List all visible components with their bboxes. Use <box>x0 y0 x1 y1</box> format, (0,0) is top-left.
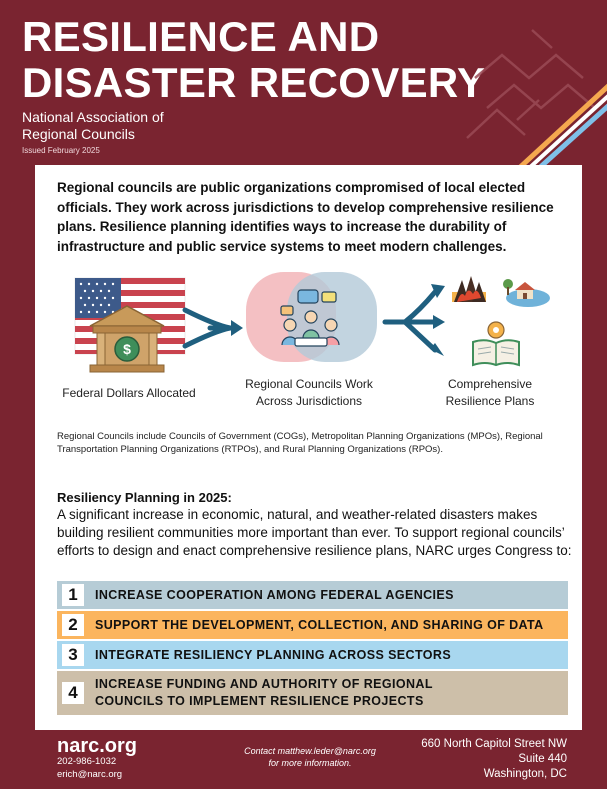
phone-number: 202-986-1032 <box>57 756 117 767</box>
decorative-lines-graphic <box>457 0 607 165</box>
action-item-4 <box>57 671 568 715</box>
page-title <box>22 14 485 106</box>
website-link[interactable]: narc.org <box>57 735 138 757</box>
step-resilience-plans-label <box>415 376 565 410</box>
action-text: INTEGRATE RESILIENCY PLANNING ACROSS SECTORS <box>95 647 452 662</box>
action-item-1 <box>57 581 568 609</box>
content-panel <box>35 165 582 730</box>
title-line-1: RESILIENCE AND <box>22 13 380 60</box>
plan-book-icon <box>473 322 519 365</box>
action-text: INCREASE COOPERATION AMONG FEDERAL AGENCIES <box>95 587 454 602</box>
contact-note <box>200 745 420 769</box>
action-text: INCREASE FUNDING AND AUTHORITY OF REGIONAL COUNCILS TO IMPLEMENT RESILIENCE PROJECTS <box>95 677 433 708</box>
action-number: 1 <box>62 584 84 606</box>
dollar-sign: $ <box>123 341 131 357</box>
merge-arrow-icon <box>185 310 233 346</box>
action-number: 3 <box>62 644 84 666</box>
step3-line1: Comprehensive <box>447 377 533 391</box>
planning-paragraph: A significant increase in economic, natural, and weather-related disasters makes building resilient communities more important than ever. To support regional councils’ efforts to design and enact comprehensive resilience plans, NARC urges Congress to: <box>57 507 572 558</box>
title-line-2: DISASTER RECOVERY <box>22 59 486 106</box>
action-number: 4 <box>62 682 84 704</box>
step1-text: Federal Dollars Allocated <box>62 386 196 400</box>
organization-name <box>22 109 164 143</box>
header <box>0 0 607 165</box>
flood-house-icon <box>503 279 550 307</box>
mailing-address <box>421 737 567 782</box>
step2-line1: Regional Councils Work <box>245 377 373 391</box>
step3-line2: Resilience Plans <box>445 394 535 408</box>
address-line-3: Washington, DC <box>483 768 567 780</box>
action-item-3 <box>57 641 568 669</box>
split-arrow-icon <box>385 292 435 350</box>
org-line-2: Regional Councils <box>22 126 135 142</box>
address-line-1: 660 North Capitol Street NW <box>421 738 567 750</box>
step-regional-councils-label <box>229 376 389 410</box>
action-number: 2 <box>62 614 84 636</box>
process-figure <box>35 270 582 420</box>
email-link[interactable]: erich@narc.org <box>57 769 123 780</box>
address-line-2: Suite 440 <box>518 753 567 765</box>
planning-heading: Resiliency Planning in 2025: <box>57 490 232 505</box>
regional-councils-note: Regional Councils include Councils of Government (COGs), Metropolitan Planning Organizations (MPOs), Regional Transportation Planning Organizations (RTPOs), and Rural Planning Organizations (RPOs). <box>57 431 543 455</box>
contact-line-1[interactable]: Contact matthew.leder@narc.org <box>244 746 376 756</box>
org-line-1: National Association of <box>22 109 164 125</box>
action-text: SUPPORT THE DEVELOPMENT, COLLECTION, AND SHARING OF DATA <box>95 617 544 632</box>
step-federal-dollars-label <box>55 385 203 402</box>
footer <box>0 730 607 789</box>
wildfire-icon <box>452 276 486 302</box>
action-item-2 <box>57 611 568 639</box>
issue-date: Issued February 2025 <box>22 146 100 155</box>
step2-line2: Across Jurisdictions <box>255 394 363 408</box>
contact-line-2: for more information. <box>268 758 352 768</box>
intro-paragraph: Regional councils are public organizations compromised of local elected officials. They work across jurisdictions to develop comprehensive resilience plans. Resilience planning identifies ways to increase the durability of infrastructure and public service systems to meet modern challenges. <box>57 180 554 254</box>
